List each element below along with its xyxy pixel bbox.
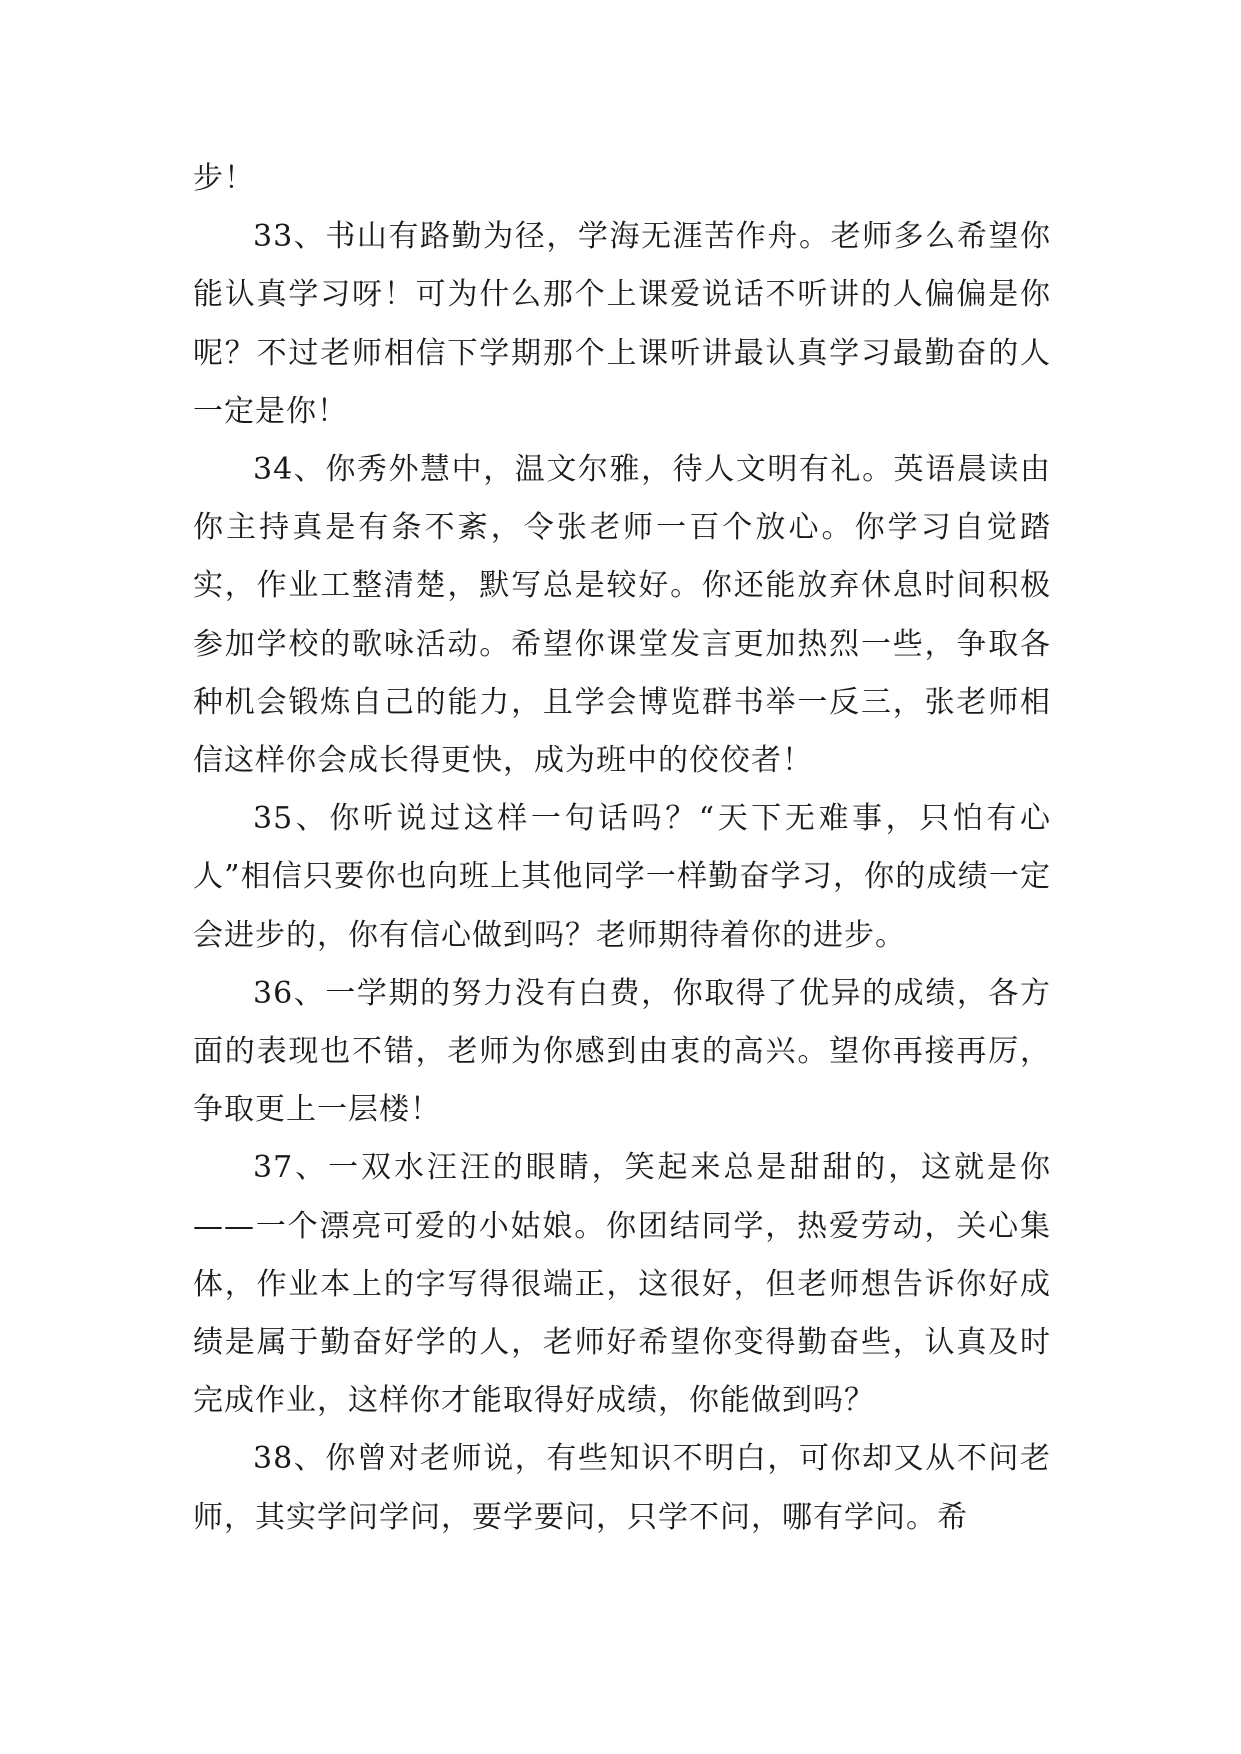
document-body [193, 150, 1051, 1547]
paragraph-34: 34、你秀外慧中，温文尔雅，待人文明有礼。英语晨读由你主持真是有条不紊，令张老师一百个放心。你学习自觉踏实，作业工整清楚，默写总是较好。你还能放弃休息时间积极参加学校的歌咏活动。希望你课堂发言更加热烈一些，争取各种机会锻炼自己的能力，且学会博览群书举一反三，张老师相信这样你会成长得更快，成为班中的佼佼者！ [193, 452, 1051, 779]
paragraph-33: 33、书山有路勤为径，学海无涯苦作舟。老师多么希望你能认真学习呀！可为什么那个上课爱说话不听讲的人偏偏是你呢？不过老师相信下学期那个上课听讲最认真学习最勤奋的人一定是你！ [193, 219, 1051, 429]
paragraph-38: 38、你曾对老师说，有些知识不明白，可你却又从不问老师，其实学问学问，要学要问，只学不问，哪有学问。希 [193, 1441, 1051, 1535]
paragraph-36: 36、一学期的努力没有白费，你取得了优异的成绩，各方面的表现也不错，老师为你感到由衷的高兴。望你再接再厉，争取更上一层楼！ [193, 975, 1051, 1128]
paragraph-continuation: 步！ [193, 161, 255, 196]
paragraph-37: 37、一双水汪汪的眼睛，笑起来总是甜甜的，这就是你——一个漂亮可爱的小姑娘。你团结同学，热爱劳动，关心集体，作业本上的字写得很端正，这很好，但老师想告诉你好成绩是属于勤奋好学的人，老师好希望你变得勤奋些，认真及时完成作业，这样你才能取得好成绩，你能做到吗？ [193, 1150, 1051, 1419]
paragraph-35: 35、你听说过这样一句话吗？“天下无难事，只怕有心人”相信只要你也向班上其他同学一样勤奋学习，你的成绩一定会进步的，你有信心做到吗？老师期待着你的进步。 [193, 801, 1051, 953]
